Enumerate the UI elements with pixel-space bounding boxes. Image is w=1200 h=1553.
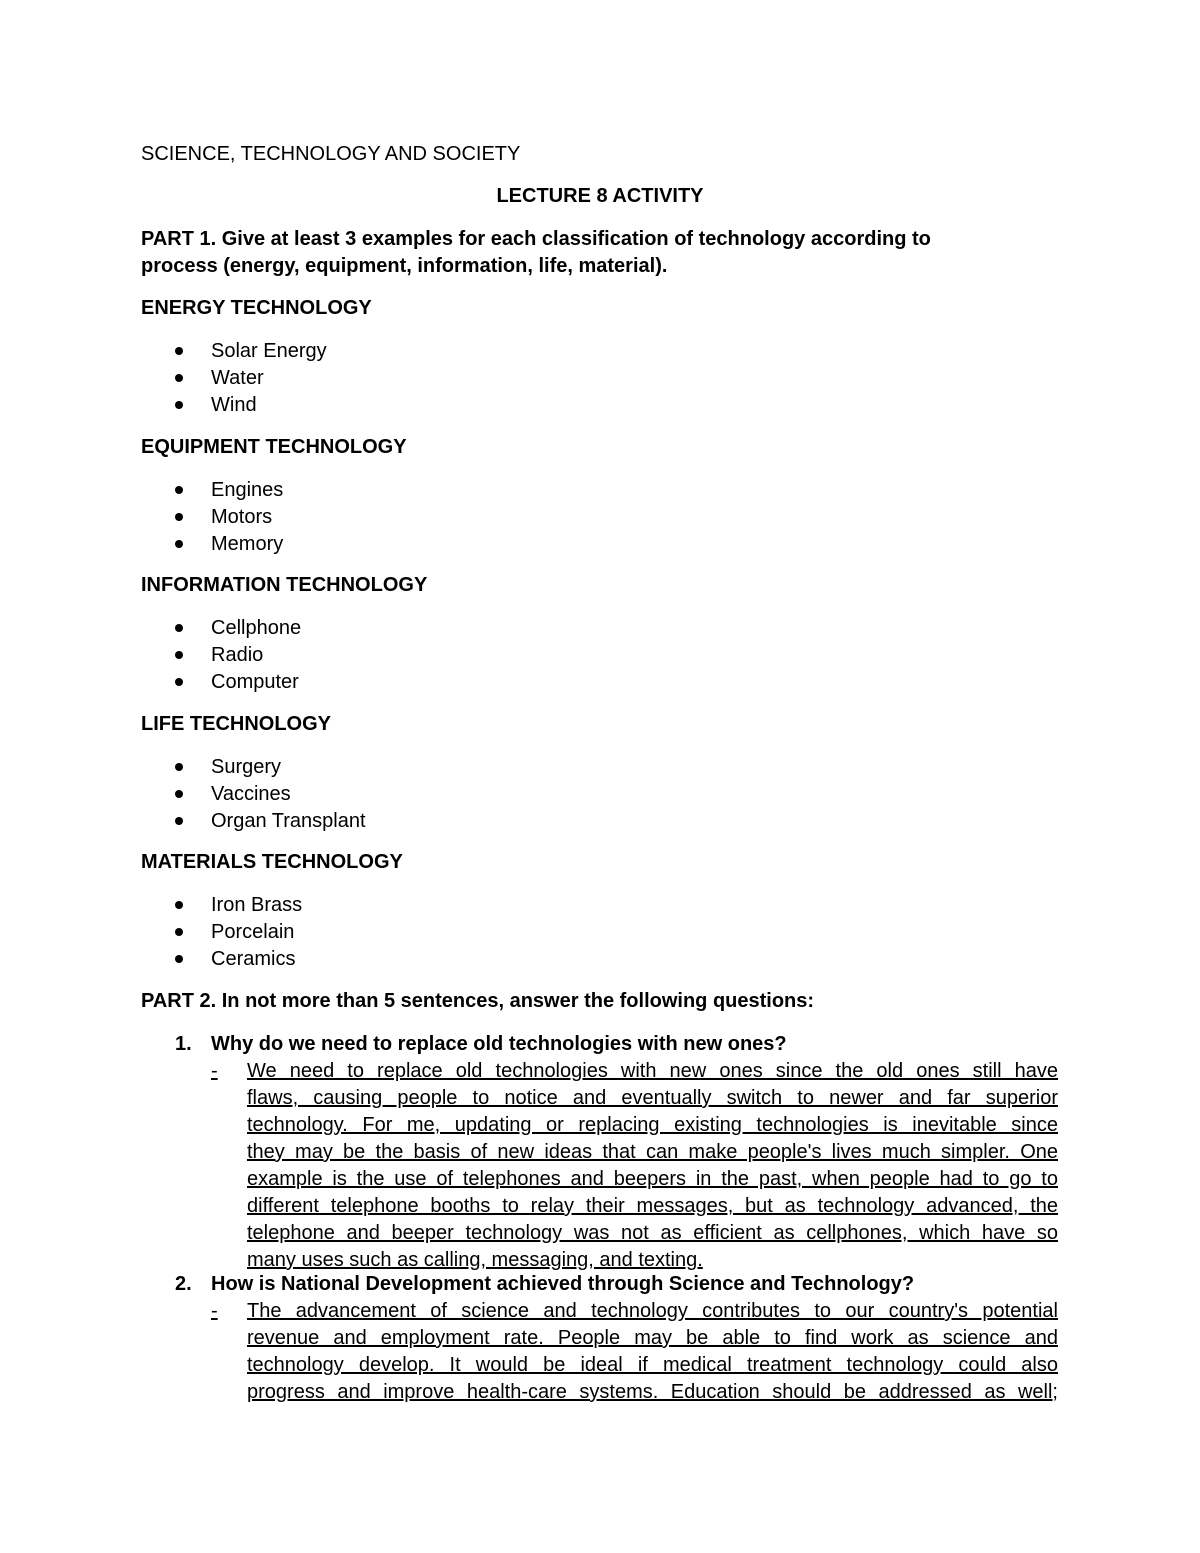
section-heading-life: LIFE TECHNOLOGY — [141, 713, 331, 735]
list-item: Iron Brass — [211, 894, 303, 916]
list-item: Organ Transplant — [211, 810, 366, 832]
section-heading-materials: MATERIALS TECHNOLOGY — [141, 851, 403, 873]
bullet-icon — [175, 513, 183, 521]
list-item: Motors — [211, 506, 273, 528]
answer-line: progress and improve health-care systems. Education should be addressed as well; — [247, 1381, 1058, 1403]
bullet-icon — [175, 901, 183, 909]
list-item: Cellphone — [211, 617, 302, 639]
question-number: 2. — [175, 1273, 192, 1295]
section-heading-energy: ENERGY TECHNOLOGY — [141, 297, 372, 319]
list-item: Ceramics — [211, 948, 296, 970]
bullet-icon — [175, 651, 183, 659]
list-item: Radio — [211, 644, 264, 666]
list-item: Porcelain — [211, 921, 295, 943]
course-title: SCIENCE, TECHNOLOGY AND SOCIETY — [141, 143, 521, 165]
answer-line: revenue and employment rate. People may be able to find work as science and — [247, 1327, 1058, 1349]
list-item: Memory — [211, 533, 284, 555]
answer-line: flaws, causing people to notice and eventually switch to newer and far superior — [247, 1087, 1058, 1109]
question-text: How is National Development achieved through Science and Technology? — [211, 1273, 915, 1295]
bullet-icon — [175, 790, 183, 798]
part1-prompt-line2: process (energy, equipment, information, life, material). — [141, 255, 668, 277]
list-item: Vaccines — [211, 783, 291, 805]
part2-prompt: PART 2. In not more than 5 sentences, answer the following questions: — [141, 990, 815, 1012]
list-item: Computer — [211, 671, 299, 693]
bullet-icon — [175, 540, 183, 548]
answer-line: different telephone booths to relay their messages, but as technology advanced, the — [247, 1195, 1058, 1217]
bullet-icon — [175, 624, 183, 632]
section-heading-information: INFORMATION TECHNOLOGY — [141, 574, 428, 596]
list-item: Solar Energy — [211, 340, 327, 362]
answer-line: technology develop. It would be ideal if medical treatment technology could also — [247, 1354, 1058, 1376]
bullet-icon — [175, 347, 183, 355]
bullet-icon — [175, 763, 183, 771]
bullet-icon — [175, 374, 183, 382]
bullet-icon — [175, 486, 183, 494]
bullet-icon — [175, 678, 183, 686]
answer-line: We need to replace old technologies with new ones since the old ones still have — [247, 1060, 1058, 1082]
part1-prompt-line1: PART 1. Give at least 3 examples for each classification of technology according to — [141, 228, 931, 250]
answer-dash: - — [211, 1300, 218, 1322]
answer-line: example is the use of telephones and beepers in the past, when people had to go to — [247, 1168, 1058, 1190]
question-number: 1. — [175, 1033, 192, 1055]
section-heading-equipment: EQUIPMENT TECHNOLOGY — [141, 436, 407, 458]
answer-line: telephone and beeper technology was not as efficient as cellphones, which have so — [247, 1222, 1058, 1244]
bullet-icon — [175, 817, 183, 825]
question-text: Why do we need to replace old technologies with new ones? — [211, 1033, 787, 1055]
list-item: Water — [211, 367, 264, 389]
bullet-icon — [175, 928, 183, 936]
activity-title: LECTURE 8 ACTIVITY — [496, 185, 704, 207]
answer-line: they may be the basis of new ideas that can make people's lives much simpler. One — [247, 1141, 1058, 1163]
answer-dash: - — [211, 1060, 218, 1082]
list-item: Surgery — [211, 756, 282, 778]
answer-line: technology. For me, updating or replacing existing technologies is inevitable since — [247, 1114, 1058, 1136]
list-item: Engines — [211, 479, 284, 501]
bullet-icon — [175, 955, 183, 963]
answer-line: many uses such as calling, messaging, and texting. — [247, 1249, 703, 1271]
bullet-icon — [175, 401, 183, 409]
list-item: Wind — [211, 394, 257, 416]
answer-line: The advancement of science and technology contributes to our country's potential — [247, 1300, 1058, 1322]
